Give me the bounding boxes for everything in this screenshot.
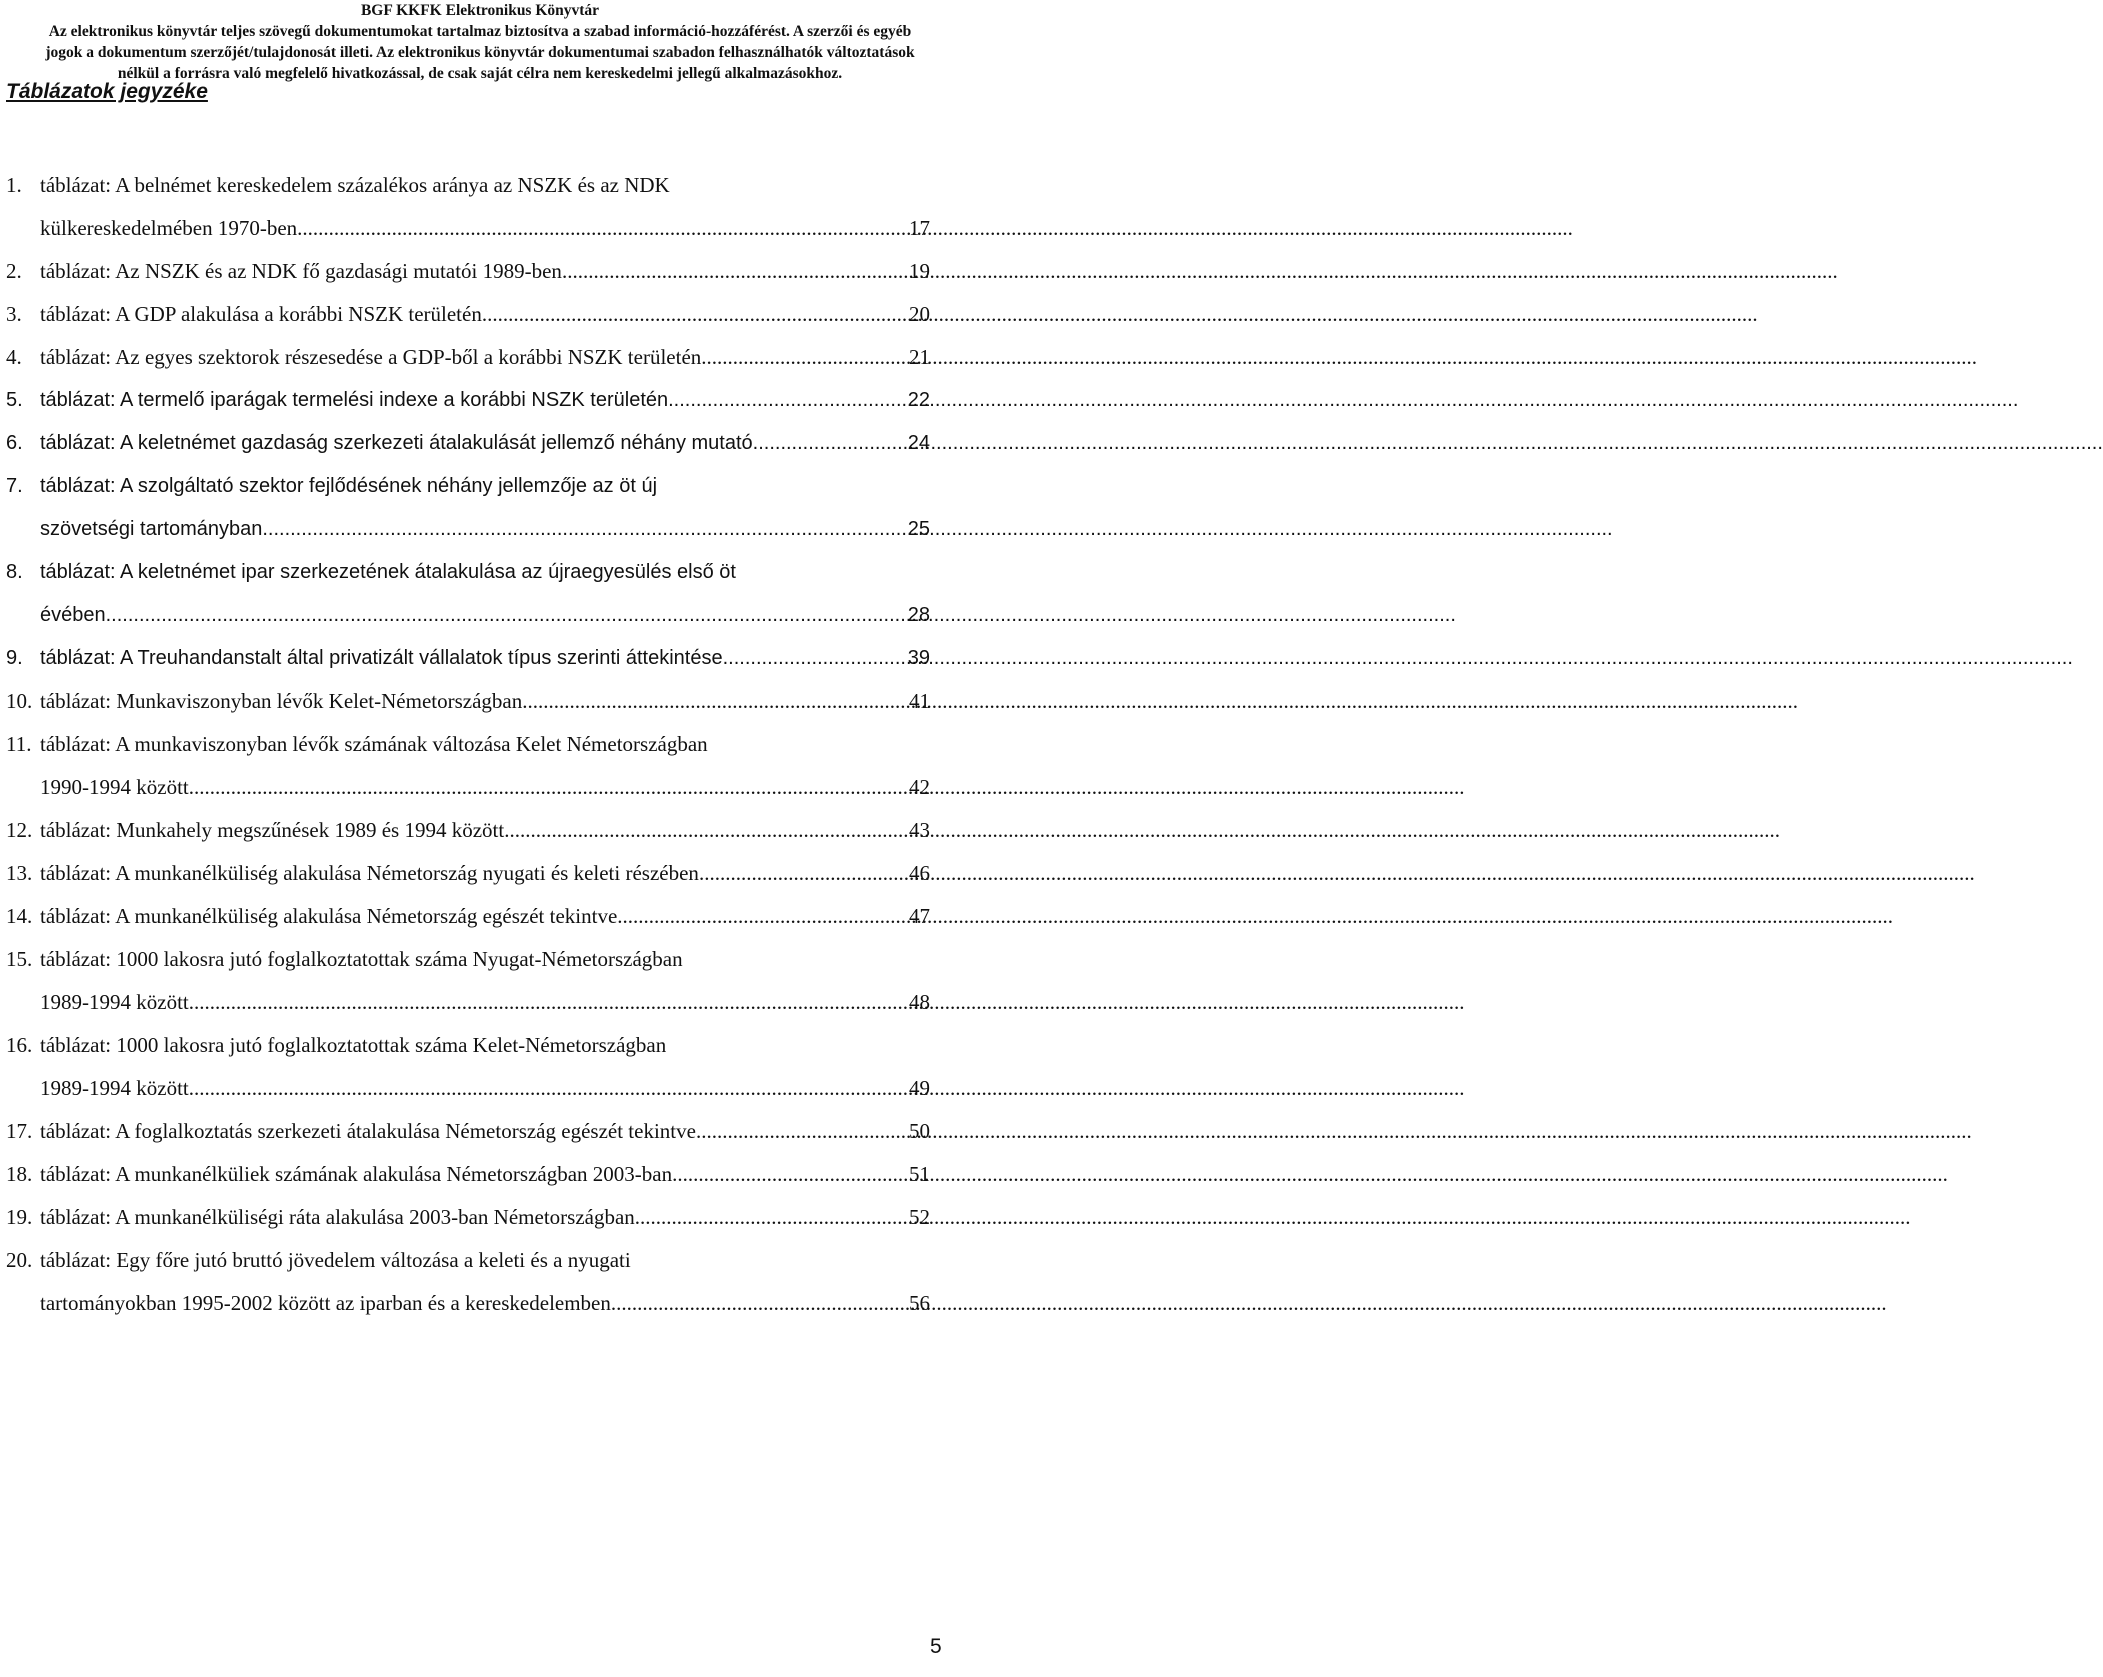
- toc-entry-title: táblázat: A belnémet kereskedelem százalékos aránya az NSZK és az NDK: [40, 173, 670, 197]
- toc-entry-title: táblázat: A keletnémet gazdaság szerkezeti átalakulását jellemző néhány mutató: [40, 432, 753, 454]
- toc-entry-line: [6, 1067, 930, 1110]
- toc-entry[interactable]: [6, 379, 930, 422]
- toc-leader-dots: [189, 1067, 907, 1110]
- toc-entry-title: táblázat: Munkaviszonyban lévők Kelet-Németországban: [40, 689, 523, 713]
- toc-entry-page: 28: [907, 604, 930, 626]
- toc-entry-page: 50: [909, 1119, 930, 1143]
- toc-entry[interactable]: [6, 1110, 930, 1153]
- toc-leader-dots: [262, 508, 905, 551]
- toc-entry-line: [6, 422, 930, 465]
- toc-entry[interactable]: [6, 1239, 930, 1325]
- toc-entry-line: [6, 895, 930, 938]
- toc-entry-line: [6, 938, 930, 981]
- toc-entry-line: [6, 766, 930, 809]
- toc-entry[interactable]: [6, 1153, 930, 1196]
- toc-entry[interactable]: [6, 852, 930, 895]
- toc-entry-title: táblázat: A keletnémet ipar szerkezetének átalakulása az újraegyesülés első öt: [40, 561, 736, 583]
- toc-entry-title: tartományokban 1995-2002 között az iparban és a kereskedelemben: [40, 1291, 611, 1315]
- toc-entry-line: [6, 336, 930, 379]
- toc-entry-line: [6, 551, 930, 594]
- toc-entry-number: 18.: [6, 1162, 33, 1186]
- toc-leader-dots: [753, 422, 906, 465]
- toc-entry-number: 11.: [6, 732, 32, 756]
- toc-entry[interactable]: [6, 723, 930, 809]
- toc-entry-page: 20: [909, 302, 930, 326]
- toc-entry-page: 49: [909, 1076, 930, 1100]
- toc-entry-page: 43: [909, 818, 930, 842]
- toc-entry-page: 56: [909, 1291, 930, 1315]
- header-title: BGF KKFK Elektronikus Könyvtár: [360, 2, 600, 19]
- toc-entry-line: [6, 981, 930, 1024]
- toc-entry-title: táblázat: A termelő iparágak termelési indexe a korábbi NSZK területén: [40, 389, 669, 411]
- toc-entry-line: [6, 1196, 930, 1239]
- toc-entry-number: 9.: [6, 647, 23, 669]
- toc-leader-dots: [699, 852, 907, 895]
- toc-entry-title: táblázat: Munkahely megszűnések 1989 és 1994 között: [40, 818, 505, 842]
- toc-leader-dots: [189, 981, 907, 1024]
- toc-entry-line: [6, 1110, 930, 1153]
- toc-leader-dots: [723, 637, 906, 680]
- toc-entry-number: 2.: [6, 259, 22, 283]
- toc-entry-page: 51: [909, 1162, 930, 1186]
- toc-entry[interactable]: [6, 336, 930, 379]
- toc-entry-number: 5.: [6, 389, 23, 411]
- toc-entry-page: 19: [909, 259, 930, 283]
- toc-entry-number: 3.: [6, 302, 22, 326]
- toc-entry-title: táblázat: Egy főre jutó bruttó jövedelem változása a keleti és a nyugati: [40, 1248, 631, 1272]
- toc-entry-line: [6, 594, 930, 637]
- toc-entry-title: táblázat: A GDP alakulása a korábbi NSZK területén: [40, 302, 482, 326]
- toc-entry-line: [6, 164, 930, 207]
- toc-entry-title: 1989-1994 között: [40, 1076, 189, 1100]
- toc-entry[interactable]: [6, 1196, 930, 1239]
- toc-entry-number: 7.: [6, 475, 23, 497]
- toc-entry[interactable]: [6, 680, 930, 723]
- toc-entry-page: 52: [909, 1205, 930, 1229]
- toc-entry-title: külkereskedelmében 1970-ben: [40, 216, 298, 240]
- toc-entry-number: 15.: [6, 947, 33, 971]
- toc-entry-line: [6, 1024, 930, 1067]
- toc-entry[interactable]: [6, 164, 930, 250]
- toc-entry-page: 24: [907, 432, 930, 454]
- toc-entry-line: [6, 207, 930, 250]
- toc-entry-line: [6, 250, 930, 293]
- toc-entry-title: táblázat: Az egyes szektorok részesedése a GDP-ből a korábbi NSZK területén: [40, 345, 702, 369]
- toc-leader-dots: [189, 766, 907, 809]
- toc-leader-dots: [611, 1282, 907, 1325]
- toc-entry[interactable]: [6, 250, 930, 293]
- header-notice-line: Az elektronikus könyvtár teljes szövegű dokumentumokat tartalmaz biztosítva a szabad információ-hozzáférést. A szerzői és egyéb: [48, 23, 912, 40]
- toc-entry[interactable]: [6, 1024, 930, 1110]
- toc-entry[interactable]: [6, 809, 930, 852]
- toc-entry-number: 10.: [6, 689, 33, 713]
- toc-entry-number: 6.: [6, 432, 23, 454]
- toc-entry-number: 16.: [6, 1033, 33, 1057]
- toc-entry-page: 46: [909, 861, 930, 885]
- toc-entry-page: 22: [907, 389, 930, 411]
- toc-entry-title: szövetségi tartományban: [40, 518, 263, 540]
- toc-leader-dots: [522, 680, 907, 723]
- toc-entry-number: 14.: [6, 904, 33, 928]
- list-of-tables-heading: Táblázatok jegyzéke: [6, 80, 208, 103]
- toc-leader-dots: [701, 336, 907, 379]
- toc-entry-number: 4.: [6, 345, 22, 369]
- page-number: 5: [930, 1635, 942, 1658]
- toc-entry-title: táblázat: Az NSZK és az NDK fő gazdasági mutatói 1989-ben: [40, 259, 562, 283]
- toc-leader-dots: [106, 594, 906, 637]
- toc-entry-page: 39: [907, 647, 930, 669]
- toc-entry-line: [6, 723, 930, 766]
- toc-entry-title: táblázat: A munkanélküliségi ráta alakulása 2003-ban Németországban: [40, 1205, 635, 1229]
- toc-entry-title: 1990-1994 között: [40, 775, 189, 799]
- toc-entry-line: [6, 852, 930, 895]
- toc-leader-dots: [635, 1196, 907, 1239]
- toc-entry-line: [6, 637, 930, 680]
- toc-entry-title: táblázat: A szolgáltató szektor fejlődésének néhány jellemzője az öt új: [40, 475, 658, 497]
- toc-entry-page: 41: [909, 689, 930, 713]
- toc-entry-page: 42: [909, 775, 930, 799]
- toc-entry-page: 47: [909, 904, 930, 928]
- toc-leader-dots: [562, 250, 907, 293]
- toc-entry-title: táblázat: 1000 lakosra jutó foglalkoztatottak száma Nyugat-Németországban: [40, 947, 683, 971]
- toc-entry-number: 20.: [6, 1248, 33, 1272]
- toc-entry-number: 1.: [6, 173, 22, 197]
- toc-entry-line: [6, 465, 930, 508]
- toc-entry[interactable]: [6, 637, 930, 680]
- header-notice-line: nélkül a forrásra való megfelelő hivatkozással, de csak saját célra nem kereskedelmi jellegű alkalmazásokhoz.: [117, 65, 843, 82]
- toc-entry-number: 13.: [6, 861, 33, 885]
- toc-entry-line: [6, 1239, 930, 1282]
- toc-entry[interactable]: [6, 293, 930, 336]
- toc-entry[interactable]: [6, 465, 930, 551]
- toc-entry-title: táblázat: A munkanélküliség alakulása Németország egészét tekintve: [40, 904, 618, 928]
- toc-leader-dots: [297, 207, 907, 250]
- toc-leader-dots: [482, 293, 907, 336]
- toc-entry-line: [6, 293, 930, 336]
- header-notice-line: jogok a dokumentum szerzőjét/tulajdonosát illeti. Az elektronikus könyvtár dokumentumai szabadon felhasználhatók változtatások: [45, 44, 915, 61]
- toc-entry[interactable]: [6, 895, 930, 938]
- toc-entry-line: [6, 680, 930, 723]
- toc-entry-number: 12.: [6, 818, 33, 842]
- toc-leader-dots: [668, 379, 906, 422]
- toc-entry-title: 1989-1994 között: [40, 990, 189, 1014]
- toc-entry-page: 48: [909, 990, 930, 1014]
- toc-entry-number: 19.: [6, 1205, 33, 1229]
- toc-entry[interactable]: [6, 938, 930, 1024]
- toc-entry-title: táblázat: 1000 lakosra jutó foglalkoztatottak száma Kelet-Németországban: [40, 1033, 667, 1057]
- toc-entry-page: 17: [909, 216, 930, 240]
- toc-entry-number: 17.: [6, 1119, 33, 1143]
- toc-leader-dots: [617, 895, 907, 938]
- toc-entry-title: évében: [40, 604, 106, 626]
- toc-entry-line: [6, 1282, 930, 1325]
- toc-entry[interactable]: [6, 551, 930, 637]
- library-header: [0, 0, 960, 84]
- toc-entry[interactable]: [6, 422, 930, 465]
- toc-leader-dots: [696, 1110, 907, 1153]
- toc-entry-number: 8.: [6, 561, 23, 583]
- list-of-tables: [6, 164, 930, 1325]
- toc-entry-page: 25: [907, 518, 930, 540]
- toc-entry-title: táblázat: A Treuhandanstalt által privatizált vállalatok típus szerinti áttekintése: [40, 647, 723, 669]
- toc-entry-line: [6, 1153, 930, 1196]
- toc-entry-title: táblázat: A munkaviszonyban lévők számának változása Kelet Németországban: [40, 732, 708, 756]
- toc-entry-title: táblázat: A foglalkoztatás szerkezeti átalakulása Németország egészét tekintve: [40, 1119, 696, 1143]
- toc-entry-page: 21: [909, 345, 930, 369]
- toc-leader-dots: [504, 809, 907, 852]
- toc-entry-title: táblázat: A munkanélküliség alakulása Németország nyugati és keleti részében: [40, 861, 699, 885]
- toc-entry-line: [6, 508, 930, 551]
- toc-leader-dots: [672, 1153, 907, 1196]
- toc-entry-line: [6, 809, 930, 852]
- toc-entry-title: táblázat: A munkanélküliek számának alakulása Németországban 2003-ban: [40, 1162, 673, 1186]
- toc-entry-line: [6, 379, 930, 422]
